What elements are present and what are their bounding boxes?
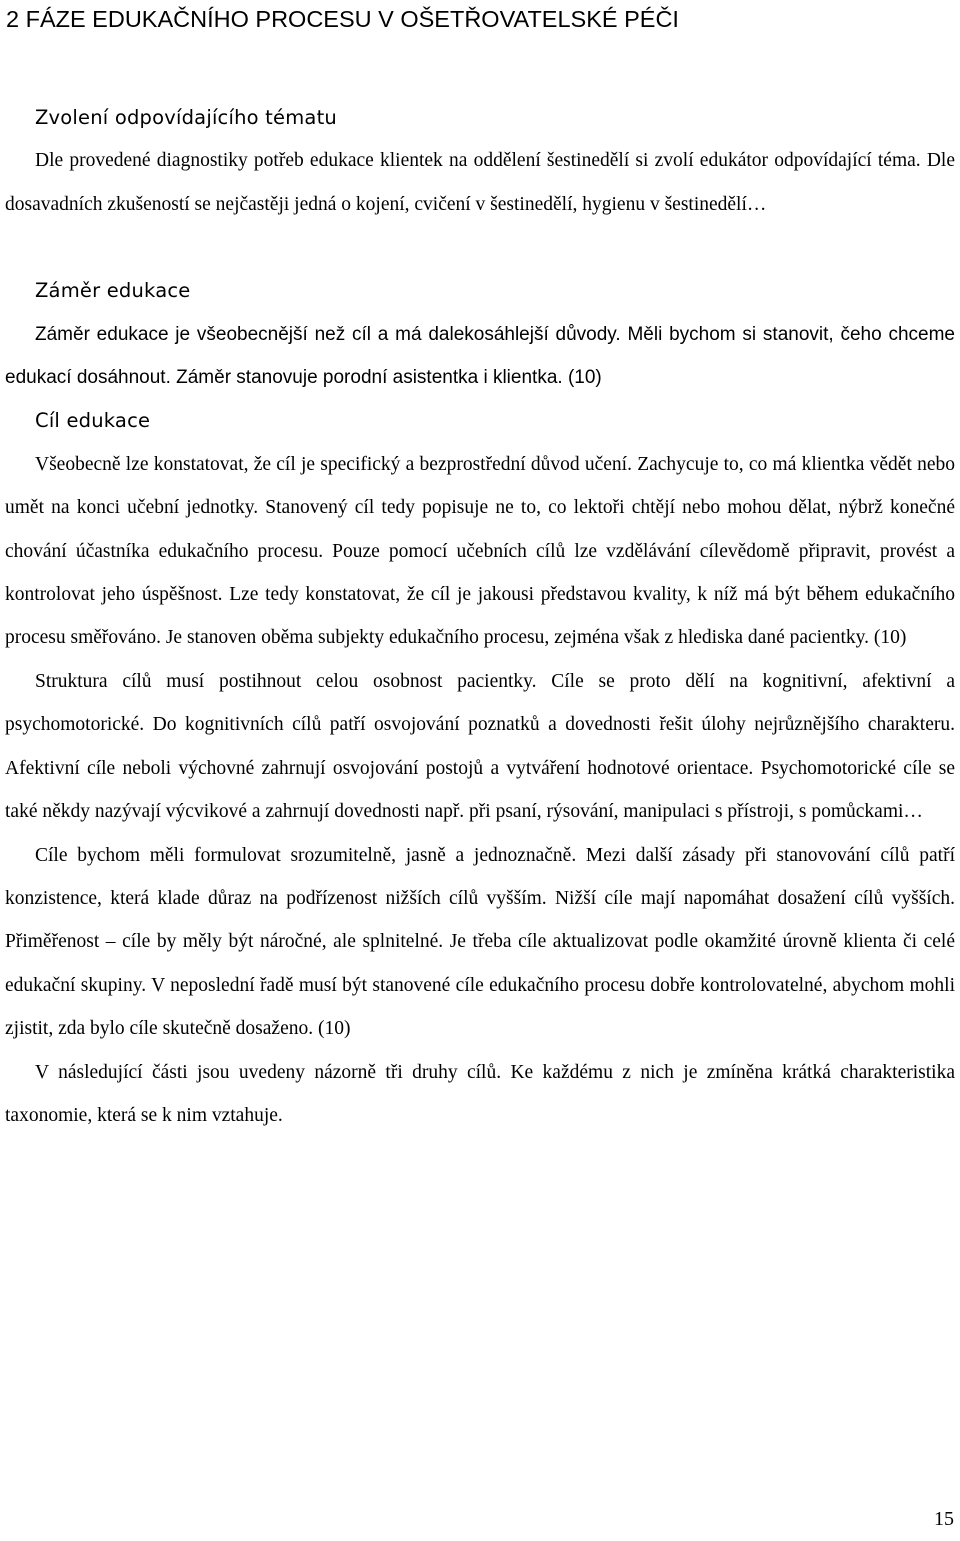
paragraph-topic-selection: Dle provedené diagnostiky potřeb edukace klientek na oddělení šestinedělí si zvolí edukátor odpovídající téma. Dle dosavadních zkušeností se nejčastěji jedná o kojení, cvičení v šestinedělí, hygienu v šestinedělí… [5,150,955,215]
page-content [5,96,955,1137]
chapter-title: 2 FÁZE EDUKAČNÍHO PROCESU V OŠETŘOVATELSKÉ PÉČI [6,6,679,32]
paragraph-goal-types-intro: V následující části jsou uvedeny názorně tři druhy cílů. Ke každému z nich je zmíněna krátká charakteristika taxonomie, která se k nim vztahuje. [5,1061,955,1126]
section-spacer [5,226,955,269]
paragraph-goal-structure: Struktura cílů musí postihnout celou osobnost pacientky. Cíle se proto dělí na kognitivní, afektivní a psychomotorické. Do kognitivních cílů patří osvojování poznatků a dovednosti řešit úlohy nejrůznějšího charakteru. Afektivní cíle neboli výchovné zahrnují osvojování postojů a vytváření hodnotové orientace. Psychomotorické cíle se také někdy nazývají výcvikové a zahrnují dovednosti např. při psaní, rýsování, manipulaci s přístroji, s pomůckami… [5,670,955,823]
paragraph-goal-definition: Všeobecně lze konstatovat, že cíl je specifický a bezprostřední důvod učení. Zachycuje to, co má klientka vědět nebo umět na konci učební jednotky. Stanovený cíl tedy popisuje ne to, co lektoři chtějí nebo mohou dělat, nýbrž konečné chování účastníka edukačního procesu. Pouze pomocí učebních cílů lze vzdělávání cílevědomě připravit, provést a kontrolovat jeho úspěšnost. Lze tedy konstatovat, že cíl je jakousi představou kvality, k níž má být během edukačního procesu směřováno. Je stanoven oběma subjekty edukačního procesu, zejména však z hlediska dané pacientky. (10) [5,453,955,649]
paragraph-education-intent: Záměr edukace je všeobecnější než cíl a má dalekosáhlejší důvody. Měli bychom si stanovit, čeho chceme edukací dosáhnout. Záměr stanovuje porodní asistentka i klientka. (10) [5,323,955,389]
section-heading-education-intent: Záměr edukace [35,279,191,303]
section-heading-education-goal: Cíl edukace [35,409,151,433]
page-number: 15 [934,1508,954,1530]
section-heading-topic-selection: Zvolení odpovídajícího tématu [35,106,337,129]
paragraph-goal-principles: Cíle bychom měli formulovat srozumitelně, jasně a jednoznačně. Mezi další zásady při stanovování cílů patří konzistence, která klade důraz na podřízenost nižších cílů vyšším. Nižší cíle mají napomáhat dosažení cílů vyšších. Přiměřenost – cíle by měly být náročné, ale splnitelné. Je třeba cíle aktualizovat podle okamžité úrovně klienta či celé edukační skupiny. V neposlední řadě musí být stanovené cíle edukačního procesu dobře kontrolovatelné, abychom mohli zjistit, zda bylo cíle skutečně dosaženo. (10) [5,844,955,1040]
